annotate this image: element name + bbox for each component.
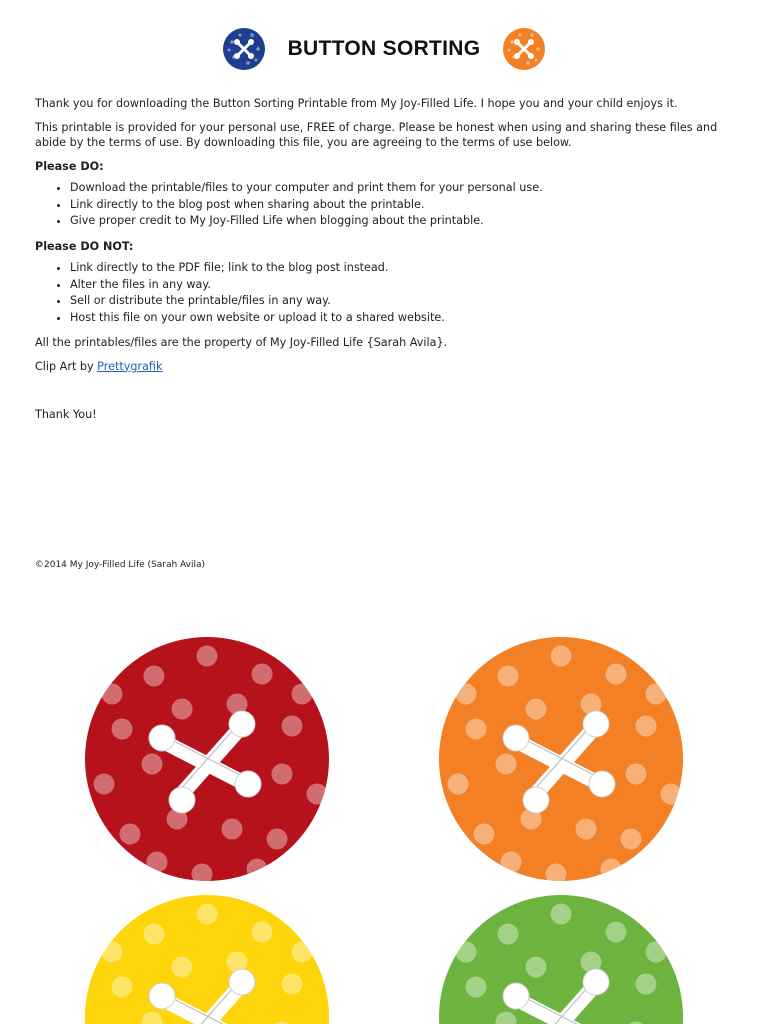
dont-list: [35, 260, 725, 325]
list-item: • Link directly to the blog post when sharing about the printable.: [70, 197, 725, 213]
terms-text: This printable is provided for your personal use, FREE of charge. Please be honest when using and sharing these files and abide by the terms of use. By downloading this file, you are agreeing to the terms of use below.: [35, 120, 718, 149]
yellow-button-cutout: [82, 892, 332, 1024]
button-icon: [82, 634, 332, 884]
list-item: • Alter the files in any way.: [70, 277, 725, 293]
intro-text: Thank you for downloading the Button Sorting Printable from My Joy-Filled Life. I hope you and your child enjoys it.: [35, 97, 678, 110]
orange-button-cutout: [436, 634, 686, 884]
do-list: [35, 180, 725, 229]
button-icon: [222, 27, 266, 71]
green-button-cutout: [436, 892, 686, 1024]
button-icon: [436, 634, 686, 884]
red-button-cutout: [82, 634, 332, 884]
thank-you-text: Thank You!: [35, 408, 97, 421]
button-icon: [502, 27, 546, 71]
list-item: • Download the printable/files to your computer and print them for your personal use.: [70, 180, 725, 196]
do-heading: Please DO:: [35, 159, 104, 173]
button-icon: [82, 892, 332, 1024]
dont-heading: Please DO NOT:: [35, 239, 134, 253]
terms-content: [35, 96, 725, 382]
list-item: • Give proper credit to My Joy-Filled Life when blogging about the printable.: [70, 213, 725, 229]
credit-prefix: Clip Art by: [35, 359, 98, 373]
property-text: All the printables/files are the property of My Joy-Filled Life {Sarah Avila}.: [35, 336, 448, 349]
clip-art-credit: [35, 359, 725, 375]
page-header: [0, 24, 768, 74]
page-title: BUTTON SORTING: [287, 37, 481, 60]
list-item: • Sell or distribute the printable/files in any way.: [70, 293, 725, 309]
list-item: • Link directly to the PDF file; link to the blog post instead.: [70, 260, 725, 276]
list-item: • Host this file on your own website or upload it to a shared website.: [70, 310, 725, 326]
button-icon: [436, 892, 686, 1024]
copyright-text: ©2014 My Joy-Filled Life (Sarah Avila): [35, 560, 206, 570]
button-cutouts: [0, 600, 768, 1024]
prettygrafik-link[interactable]: Prettygrafik: [97, 359, 163, 373]
